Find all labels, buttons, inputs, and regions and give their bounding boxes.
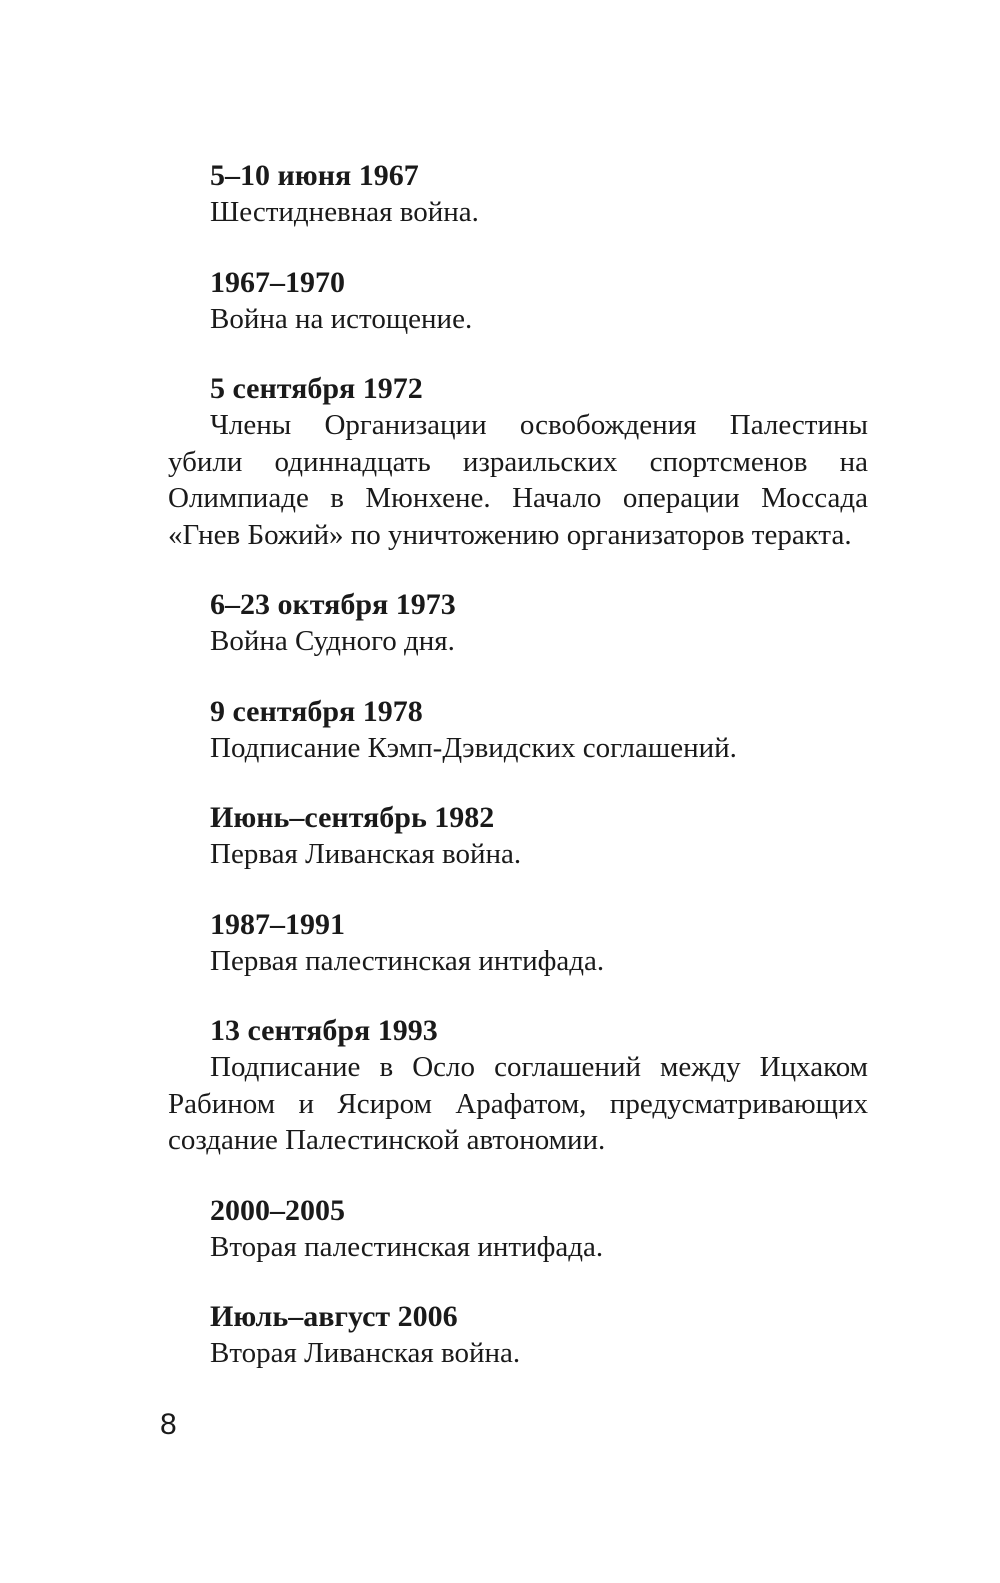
timeline-entry: [168, 1299, 868, 1372]
timeline-entry: [168, 1013, 868, 1159]
entry-text: Вторая палестинская интифада.: [210, 1230, 604, 1263]
entry-date: Июль–август 2006: [210, 1300, 458, 1333]
timeline: [168, 158, 868, 1372]
entry-date: 2000–2005: [210, 1193, 345, 1227]
entry-date: Июнь–сентябрь 1982: [210, 801, 495, 834]
entry-date: 13 сентября 1993: [210, 1014, 438, 1047]
timeline-entry: [168, 587, 868, 660]
entry-text: Первая Ливанская война.: [210, 838, 522, 870]
entry-date: 1967–1970: [210, 265, 345, 299]
entry-date: 5 сентября 1972: [210, 372, 423, 405]
entry-text: Война на истощение.: [210, 302, 473, 335]
timeline-entry: [168, 265, 868, 338]
entry-date: 6–23 октября 1973: [210, 588, 456, 621]
entry-text: Члены Организации освобождения Палестины убили одиннадцать израильских спортсменов на Олимпиаде в Мюнхене. Начало операции Моссада «Гнев Божий» по уничтожению организаторов теракта.: [168, 409, 868, 551]
timeline-entry: [168, 694, 868, 767]
entry-text: Подписание Кэмп-Дэвидских соглашений.: [210, 731, 737, 764]
entry-text: Подписание в Осло соглашений между Ицхаком Рабином и Ясиром Арафатом, предусматривающих создание Палестинской автономии.: [168, 1051, 868, 1156]
entry-date: 9 сентября 1978: [210, 694, 423, 728]
entry-text: Война Судного дня.: [210, 625, 455, 657]
entry-text: Вторая Ливанская война.: [210, 1337, 521, 1369]
entry-date: 1987–1991: [210, 907, 345, 941]
timeline-entry: [168, 800, 868, 873]
timeline-entry: [168, 907, 868, 980]
page-number: 8: [160, 1408, 177, 1441]
entry-date: 5–10 июня 1967: [210, 159, 419, 192]
timeline-entry: [168, 371, 868, 553]
entry-text: Первая палестинская интифада.: [210, 944, 605, 977]
timeline-entry: [168, 158, 868, 231]
entry-text: Шестидневная война.: [210, 196, 479, 228]
timeline-entry: [168, 1193, 868, 1266]
